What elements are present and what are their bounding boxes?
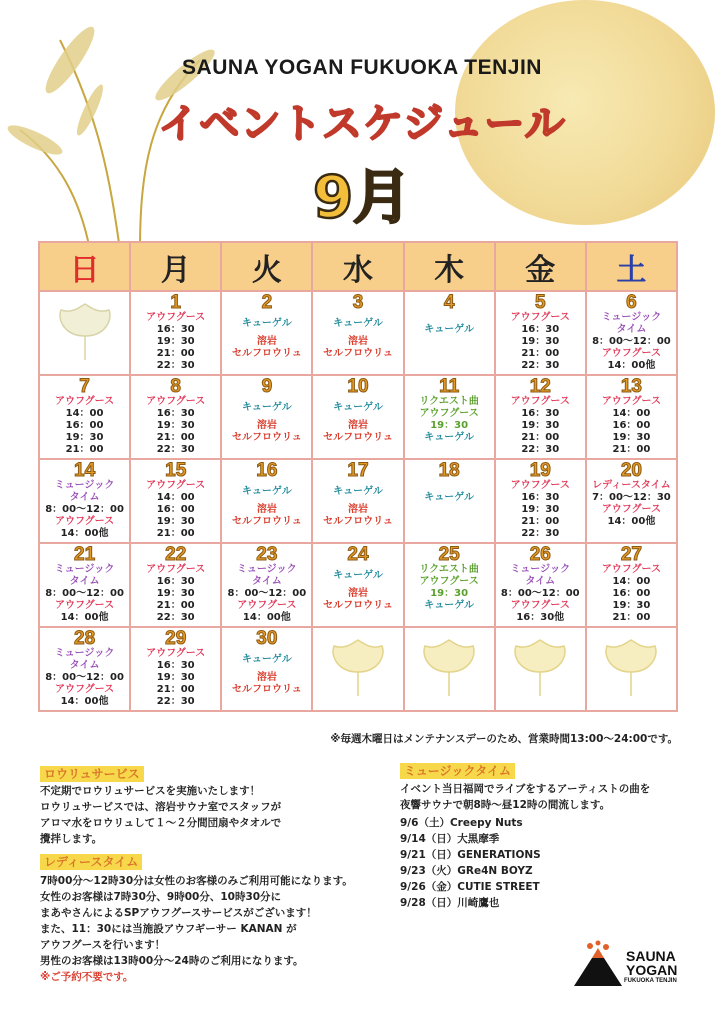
day-number: 20 — [620, 460, 642, 481]
event-time: 22：30 — [521, 444, 560, 455]
event-time: 19：30 — [156, 336, 195, 347]
day-number: 22 — [165, 544, 187, 565]
event-time: 14：00 — [65, 408, 104, 419]
day-cell-9 — [221, 375, 312, 459]
empty-day-cell — [495, 627, 586, 711]
day-cell-10 — [312, 375, 403, 459]
event-aufguss: アウフグース — [237, 600, 297, 611]
event-time: 21：00 — [612, 444, 651, 455]
event-time: 8：00～12：00 — [227, 588, 307, 599]
day-cell-3 — [312, 291, 403, 375]
day-number: 19 — [529, 460, 551, 481]
event-time: 21：00 — [521, 432, 560, 443]
day-number: 13 — [620, 376, 642, 397]
event-self-loyly: セルフロウリュ — [323, 348, 393, 359]
event-time: 19：30 — [65, 432, 104, 443]
event-aufguss: アウフグース — [54, 516, 115, 527]
day-number: 2 — [261, 292, 273, 313]
day-cell-18 — [404, 459, 495, 543]
event-ladies-time: レディースタイム — [592, 480, 671, 491]
event-self-loyly: セルフロウリュ — [232, 684, 302, 695]
event-time: 14：00 — [156, 492, 195, 503]
event-time: 19：30 — [521, 504, 560, 515]
event-lava: 溶岩 — [256, 336, 277, 347]
day-number: 4 — [443, 292, 455, 313]
weekday-tue: 火 — [221, 242, 312, 291]
day-number: 10 — [347, 376, 369, 397]
event-aufguss: アウフグース — [601, 396, 662, 407]
empty-day-cell — [404, 627, 495, 711]
event-aufguss: アウフグース — [146, 564, 206, 575]
event-time: 22：30 — [156, 360, 195, 371]
day-number: 8 — [170, 376, 181, 397]
event-lava: 溶岩 — [347, 420, 368, 431]
artist-item: 9/14（日）大黒摩季 — [400, 833, 500, 845]
event-time: 21：00 — [521, 516, 560, 527]
day-cell-8 — [130, 375, 221, 459]
event-kugel: キューゲル — [241, 402, 292, 413]
event-time: 19：30 — [430, 588, 469, 599]
event-time: 14：00 — [612, 576, 651, 587]
day-number: 5 — [534, 292, 546, 313]
event-time: 19：30 — [156, 516, 195, 527]
event-kugel: キューゲル — [333, 318, 383, 329]
volcano-icon — [572, 940, 624, 988]
day-cell-19 — [495, 459, 586, 543]
ginkgo-leaf-icon — [55, 302, 115, 362]
event-self-loyly: セルフロウリュ — [232, 432, 302, 443]
music-section-title: ミュージックタイム — [400, 762, 515, 779]
event-music-time: ミュージック — [54, 564, 115, 575]
artist-item: 9/21（日）GENERATIONS — [400, 849, 541, 861]
event-aufguss: アウフグース — [510, 480, 570, 491]
day-number: 30 — [256, 628, 278, 649]
event-kugel: キューゲル — [424, 600, 475, 611]
event-time: 16：30 — [521, 492, 560, 503]
event-time: 16：00 — [612, 588, 651, 599]
ginkgo-leaf-icon — [510, 638, 570, 698]
weekday-sat: 土 — [586, 242, 677, 291]
day-number: 17 — [347, 460, 369, 481]
event-time: 8：00～12：00 — [500, 588, 580, 599]
day-cell-6 — [586, 291, 677, 375]
event-kugel: キューゲル — [241, 318, 292, 329]
day-cell-21 — [39, 543, 130, 627]
event-request-song: リクエスト曲 — [419, 396, 479, 407]
event-time: 16：30 — [521, 324, 560, 335]
day-number: 14 — [74, 460, 96, 481]
event-self-loyly: セルフロウリュ — [232, 516, 302, 527]
event-aufguss: アウフグース — [146, 480, 206, 491]
event-aufguss: アウフグース — [601, 348, 662, 359]
event-lava: 溶岩 — [256, 672, 277, 683]
weekday-wed: 水 — [312, 242, 403, 291]
event-aufguss: アウフグース — [510, 312, 570, 323]
event-time: 16：00 — [612, 420, 651, 431]
event-music-time: ミュージック — [237, 564, 297, 575]
day-cell-28 — [39, 627, 130, 711]
day-cell-20 — [586, 459, 677, 543]
event-aufguss: アウフグース — [419, 576, 479, 587]
ginkgo-leaf-icon — [601, 638, 661, 698]
music-description: イベント当日福岡でライブをするアーティストの曲を 夜響サウナで朝8時～昼12時の間流します。 — [400, 783, 651, 811]
day-number: 9 — [261, 376, 273, 397]
event-lava: 溶岩 — [347, 336, 368, 347]
event-music-time: ミュージック — [601, 312, 662, 323]
event-time: 21：00 — [65, 444, 104, 455]
rouryu-section-title: ロウリュサービス — [40, 765, 144, 782]
day-cell-17 — [312, 459, 403, 543]
event-aufguss: アウフグース — [601, 564, 662, 575]
event-time: 8：00～12：00 — [45, 672, 124, 683]
day-cell-23 — [221, 543, 312, 627]
calendar-week — [39, 291, 677, 375]
weekday-header-row — [39, 242, 677, 291]
event-music-time: タイム — [616, 324, 647, 335]
no-reservation-note: ※ご予約不要です。 — [40, 971, 134, 983]
event-time: 19：30 — [156, 588, 195, 599]
event-aufguss: アウフグース — [146, 396, 206, 407]
event-kugel: キューゲル — [424, 324, 475, 335]
empty-day-cell — [586, 627, 677, 711]
event-aufguss: アウフグース — [146, 648, 206, 659]
day-number: 6 — [626, 292, 637, 313]
event-aufguss: アウフグース — [146, 312, 206, 323]
day-cell-4 — [404, 291, 495, 375]
event-kugel: キューゲル — [333, 486, 383, 497]
event-time: 21：00 — [612, 612, 651, 623]
day-number: 15 — [165, 460, 187, 481]
day-cell-1 — [130, 291, 221, 375]
day-cell-16 — [221, 459, 312, 543]
ladies-description: 7時00分～12時30分は女性のお客様のみご利用可能になります。 女性のお客様は7時30分、9時00分、10時30分に まあやさんによるSPアウフグースサービスがございます！ また、11：30には当施設アウフギーサー KANAN が アウフグースを行います！ 男性のお客様は13時00分～24時のご利用になります。 ※ご予約不要です。 — [40, 873, 400, 985]
calendar-week — [39, 459, 677, 543]
event-time: 22：30 — [156, 444, 195, 455]
event-time: 21：00 — [156, 600, 195, 611]
event-kugel: キューゲル — [241, 486, 292, 497]
month-label: 9月 — [312, 163, 412, 231]
maintenance-note: ※毎週木曜日はメンテナンスデーのため、営業時間13:00～24:00です。 — [330, 733, 678, 745]
event-kugel: キューゲル — [424, 492, 475, 503]
event-time: 21：00 — [521, 348, 560, 359]
event-lava: 溶岩 — [347, 588, 368, 599]
day-cell-13 — [586, 375, 677, 459]
event-kugel: キューゲル — [424, 432, 475, 443]
event-request-song: リクエスト曲 — [419, 564, 479, 575]
day-number: 29 — [165, 628, 187, 649]
event-time: 16：00 — [156, 504, 195, 515]
event-time: 22：30 — [521, 360, 560, 371]
day-number: 1 — [170, 292, 181, 313]
event-music-time: タイム — [69, 492, 100, 503]
day-number: 23 — [256, 544, 278, 565]
artist-item: 9/23（火）GRe4N BOYZ — [400, 865, 533, 877]
event-time: 14：00他 — [60, 696, 109, 707]
event-time: 14：00他 — [60, 528, 109, 539]
event-time: 16：00 — [65, 420, 104, 431]
day-cell-29 — [130, 627, 221, 711]
day-number: 25 — [438, 544, 460, 565]
event-music-time: ミュージック — [54, 480, 115, 491]
day-cell-25 — [404, 543, 495, 627]
day-cell-2 — [221, 291, 312, 375]
event-music-time: ミュージック — [510, 564, 571, 575]
event-lava: 溶岩 — [256, 420, 277, 431]
event-time: 8：00～12：00 — [45, 504, 124, 515]
event-self-loyly: セルフロウリュ — [323, 600, 393, 611]
day-number: 12 — [529, 376, 551, 397]
event-time: 14：00 — [612, 408, 651, 419]
day-cell-27 — [586, 543, 677, 627]
rouryu-description: 不定期でロウリュサービスを実施いたします！ ロウリュサービスでは、溶岩サウナ室でスタッフが アロマ水をロウリュして１～２分間団扇やタオルで 攪拌します。 — [40, 785, 282, 845]
event-time: 14：00他 — [242, 612, 291, 623]
event-time: 14：00他 — [607, 360, 656, 371]
weekday-fri: 金 — [495, 242, 586, 291]
day-number: 27 — [620, 544, 642, 565]
event-lava: 溶岩 — [256, 504, 277, 515]
event-time: 14：00他 — [60, 612, 109, 623]
artist-item: 9/6（土）Creepy Nuts — [400, 817, 523, 829]
empty-day-cell — [39, 291, 130, 375]
day-cell-26 — [495, 543, 586, 627]
event-time: 22：30 — [521, 528, 560, 539]
event-time: 14：00他 — [607, 516, 656, 527]
event-kugel: キューゲル — [241, 654, 292, 665]
event-time: 19：30 — [521, 336, 560, 347]
event-time: 7：00～12：30 — [592, 492, 671, 503]
empty-day-cell — [312, 627, 403, 711]
event-time: 19：30 — [612, 432, 651, 443]
brand-name: SAUNA YOGAN FUKUOKA TENJIN — [182, 56, 542, 79]
event-aufguss: アウフグース — [510, 396, 570, 407]
event-time: 19：30 — [521, 420, 560, 431]
day-number: 24 — [347, 544, 369, 565]
artist-item: 9/28（日）川崎鷹也 — [400, 897, 500, 909]
event-music-time: タイム — [69, 576, 100, 587]
day-cell-14 — [39, 459, 130, 543]
event-time: 16：30 — [156, 408, 195, 419]
weekday-thu: 木 — [404, 242, 495, 291]
day-number: 7 — [79, 376, 90, 397]
event-aufguss: アウフグース — [510, 600, 570, 611]
day-cell-7 — [39, 375, 130, 459]
calendar-week — [39, 543, 677, 627]
day-number: 3 — [352, 292, 364, 313]
event-lava: 溶岩 — [347, 504, 368, 515]
day-cell-12 — [495, 375, 586, 459]
weekday-mon: 月 — [130, 242, 221, 291]
calendar-week — [39, 627, 677, 711]
sauna-yogan-logo: SAUNA YOGAN FUKUOKA TENJIN — [572, 938, 692, 988]
event-self-loyly: セルフロウリュ — [232, 348, 302, 359]
event-time: 19：30 — [430, 420, 469, 431]
event-time: 21：00 — [156, 684, 195, 695]
event-time: 19：30 — [612, 600, 651, 611]
ladies-section-title: レディースタイム — [40, 853, 142, 870]
event-time: 19：30 — [156, 420, 195, 431]
event-time: 22：30 — [156, 696, 195, 707]
event-music-time: タイム — [251, 576, 282, 587]
event-time: 21：00 — [156, 528, 195, 539]
event-time: 22：30 — [156, 612, 195, 623]
day-cell-15 — [130, 459, 221, 543]
page-title: イベントスケジュール — [158, 101, 566, 147]
event-time: 16：30 — [156, 576, 195, 587]
day-cell-11 — [404, 375, 495, 459]
event-music-time: ミュージック — [54, 648, 115, 659]
event-music-time: タイム — [525, 576, 556, 587]
event-music-time: タイム — [69, 660, 100, 671]
event-aufguss: アウフグース — [54, 684, 115, 695]
event-time: 16：30他 — [516, 612, 565, 623]
day-number: 11 — [439, 376, 460, 397]
event-kugel: キューゲル — [333, 570, 383, 581]
day-cell-5 — [495, 291, 586, 375]
ginkgo-leaf-icon — [419, 638, 479, 698]
day-number: 18 — [438, 460, 460, 481]
event-time: 16：30 — [521, 408, 560, 419]
event-time: 8：00～12：00 — [592, 336, 671, 347]
calendar-week — [39, 375, 677, 459]
event-time: 16：30 — [156, 324, 195, 335]
music-artist-list — [400, 815, 700, 911]
day-number: 28 — [74, 628, 96, 649]
event-calendar — [38, 241, 678, 712]
ginkgo-leaf-icon — [328, 638, 388, 698]
event-time: 21：00 — [156, 432, 195, 443]
day-cell-24 — [312, 543, 403, 627]
day-cell-22 — [130, 543, 221, 627]
event-aufguss: アウフグース — [54, 600, 115, 611]
event-aufguss: アウフグース — [419, 408, 479, 419]
day-number: 21 — [74, 544, 96, 565]
day-number: 26 — [529, 544, 551, 565]
event-time: 8：00～12：00 — [45, 588, 124, 599]
event-time: 19：30 — [156, 672, 195, 683]
event-time: 16：30 — [156, 660, 195, 671]
day-number: 16 — [256, 460, 278, 481]
event-aufguss: アウフグース — [54, 396, 115, 407]
event-self-loyly: セルフロウリュ — [323, 432, 393, 443]
artist-item: 9/26（金）CUTIE STREET — [400, 881, 540, 893]
day-cell-30 — [221, 627, 312, 711]
event-aufguss: アウフグース — [601, 504, 662, 515]
weekday-sun: 日 — [39, 242, 130, 291]
event-kugel: キューゲル — [333, 402, 383, 413]
event-self-loyly: セルフロウリュ — [323, 516, 393, 527]
event-time: 21：00 — [156, 348, 195, 359]
